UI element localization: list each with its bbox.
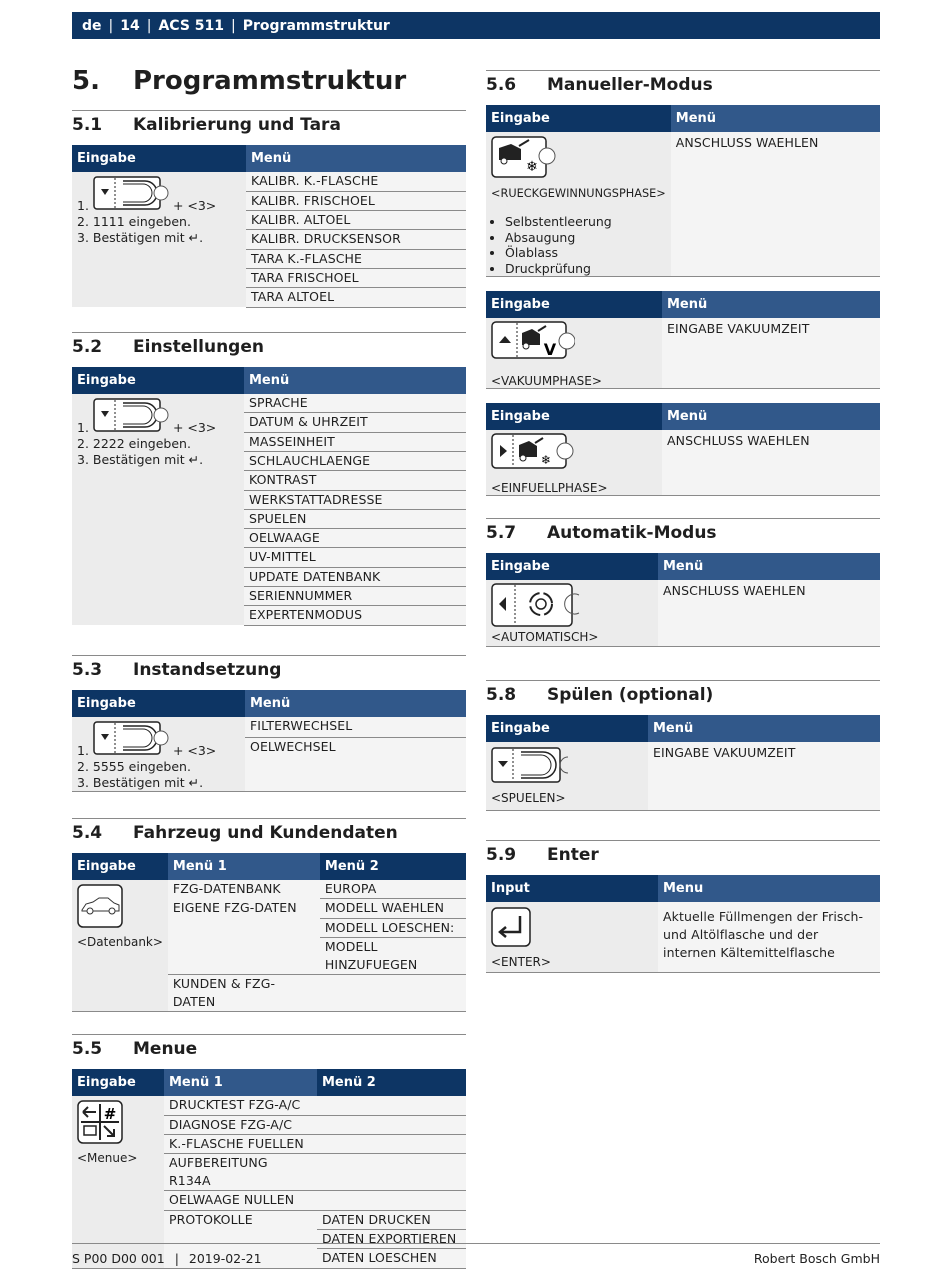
menu-header: Menü [244, 367, 466, 394]
menu-item[interactable]: TARA ALTOEL [246, 288, 466, 307]
input-header: Eingabe [486, 553, 658, 580]
section-heading: Kalibrierung und Tara [133, 115, 341, 135]
step-3 [77, 775, 240, 791]
menu1-item[interactable]: DRUCKTEST FZG-A/C [164, 1096, 317, 1115]
section-5-3 [72, 655, 466, 792]
list-item: • Absaugung [505, 230, 666, 246]
footer-company: Robert Bosch GmbH [753, 1251, 880, 1266]
input-caption: <ENTER> [491, 955, 551, 969]
step-2: 2. 5555 eingeben. [77, 758, 191, 774]
header-separator: | [108, 17, 114, 34]
vehicle-table [72, 853, 466, 1012]
menu-item[interactable]: TARA FRISCHOEL [246, 268, 466, 287]
menu-item[interactable]: EINGABE VAKUUMZEIT [662, 318, 880, 389]
vacuum-phase-table [486, 291, 880, 389]
menu-item[interactable]: SERIENNUMMER [244, 587, 466, 606]
car-key-icon [77, 880, 163, 931]
header-title: Programmstruktur [242, 17, 390, 34]
enter-arrow-icon: ↵. [188, 451, 204, 467]
footer-divider [72, 1243, 880, 1244]
step-2: 2. 1111 eingeben. [77, 214, 191, 229]
input-cell [486, 742, 648, 811]
menu2-item [317, 1135, 466, 1154]
section-heading: Automatik-Modus [547, 523, 717, 543]
menu-header: Menü [648, 715, 880, 742]
menu-item[interactable]: KALIBR. FRISCHOEL [246, 191, 466, 210]
calibration-table [72, 145, 466, 308]
input-instructions [72, 717, 245, 792]
chapter-number: 5. [72, 66, 100, 96]
footer-left [72, 1251, 262, 1266]
menu2-item [317, 1154, 466, 1191]
menu1-header: Menü 1 [168, 853, 320, 880]
menu-description: Aktuelle Füllmengen der Frisch- und Altölflasche und der internen Kältemittelflasche [658, 902, 880, 972]
automatic-key-icon [491, 580, 653, 630]
menu-item[interactable]: TARA K.-FLASCHE [246, 249, 466, 268]
header-lang: de [82, 17, 102, 34]
menu-header: Menu [658, 875, 880, 902]
input-cell [72, 880, 168, 1012]
input-header: Eingabe [72, 690, 245, 717]
header-separator: | [231, 17, 236, 34]
list-item: • Ölablass [505, 245, 666, 261]
menu-item[interactable]: FILTERWECHSEL [245, 717, 466, 737]
header-page: 14 [120, 17, 140, 34]
section-title [486, 681, 880, 715]
hose-down-key-icon [93, 398, 169, 436]
menu1-header: Menü 1 [164, 1069, 317, 1096]
menu2-item [320, 975, 466, 1012]
menu-item[interactable]: UV-MITTEL [244, 548, 466, 567]
step-1: 1. [77, 419, 89, 435]
step-1: 1. [77, 742, 89, 758]
section-5-2 [72, 332, 466, 626]
input-header: Eingabe [486, 291, 662, 318]
input-header: Eingabe [486, 105, 671, 132]
section-5-9 [486, 840, 880, 973]
step-1: 1. [77, 198, 89, 213]
input-cell [486, 902, 658, 972]
menu-item[interactable]: EINGABE VAKUUMZEIT [648, 742, 880, 811]
section-title [72, 819, 466, 853]
menu-item[interactable]: MASSEINHEIT [244, 432, 466, 451]
settings-table [72, 367, 466, 626]
input-caption: <RUECKGEWINNUNGSPHASE> [491, 187, 666, 200]
menu-header: Menü [658, 553, 880, 580]
section-5-5 [72, 1034, 466, 1269]
header-separator: | [146, 17, 152, 34]
input-cell [486, 430, 662, 496]
enter-key-icon [491, 902, 653, 950]
menu2-item[interactable]: EUROPA [320, 880, 466, 899]
menu-header: Menü [671, 105, 880, 132]
section-title [486, 519, 880, 553]
svg-text:#: # [103, 1105, 117, 1124]
automatic-mode-table [486, 553, 880, 647]
step-3 [77, 452, 239, 468]
menue-table [72, 1069, 466, 1269]
menu-header: Menü [246, 145, 466, 172]
recovery-phase-table [486, 105, 880, 277]
recovery-steps-list [491, 214, 666, 276]
fill-phase-table [486, 403, 880, 496]
input-caption: <Datenbank> [77, 934, 163, 949]
menu-item[interactable]: ANSCHLUSS WAEHLEN [662, 430, 880, 496]
enter-arrow-icon: ↵. [188, 774, 204, 790]
menu1-item[interactable]: KUNDEN & FZG-DATEN [168, 975, 320, 1012]
input-header: Input [486, 875, 658, 902]
svg-text:V: V [543, 340, 557, 359]
recovery-key-icon [491, 132, 666, 183]
input-caption: <SPUELEN> [491, 790, 566, 805]
menu1-item[interactable]: OELWAAGE NULLEN [164, 1191, 317, 1210]
section-number: 5.4 [72, 822, 103, 843]
menu-item[interactable]: KALIBR. K.-FLASCHE [246, 172, 466, 191]
section-title [72, 111, 466, 145]
menu-item[interactable]: SPUELEN [244, 509, 466, 528]
section-heading: Enter [547, 845, 599, 865]
list-item: • Druckprüfung [505, 261, 666, 277]
menu-header: Menü [662, 291, 880, 318]
menu-item[interactable]: OELWECHSEL [245, 737, 466, 791]
section-number: 5.8 [486, 684, 517, 705]
menu1-item[interactable]: FZG-DATENBANK [168, 880, 320, 899]
section-title [72, 656, 466, 690]
input-header: Eingabe [72, 145, 246, 172]
input-instructions [72, 394, 244, 626]
section-heading: Fahrzeug und Kundendaten [133, 822, 398, 843]
menu2-item[interactable]: DATEN EXPORTIEREN [317, 1230, 466, 1249]
input-caption: <EINFUELLPHASE> [491, 481, 608, 495]
menu1-item[interactable]: AUFBEREITUNG R134A [164, 1154, 317, 1191]
section-number: 5.1 [72, 115, 103, 135]
menu2-item[interactable]: MODELL LOESCHEN: [320, 918, 466, 937]
menu2-item [317, 1191, 466, 1210]
vacuum-key-icon [491, 318, 657, 364]
menu2-item[interactable]: MODELL WAEHLEN [320, 899, 466, 918]
input-caption: <AUTOMATISCH> [491, 630, 599, 644]
menu-header: Menü [662, 403, 880, 430]
page-header [72, 12, 880, 39]
menu1-item[interactable]: K.-FLASCHE FUELLEN [164, 1135, 317, 1154]
plus-key-3: + <3> [172, 742, 217, 758]
section-number: 5.9 [486, 845, 517, 865]
menu2-item [317, 1115, 466, 1134]
input-cell [486, 132, 671, 277]
section-number: 5.2 [72, 336, 103, 357]
menu-item[interactable]: KONTRAST [244, 471, 466, 490]
maintenance-table [72, 690, 466, 792]
menu1-item[interactable]: DIAGNOSE FZG-A/C [164, 1115, 317, 1134]
svg-text:❄: ❄ [540, 453, 552, 467]
input-header: Eingabe [72, 853, 168, 880]
section-heading: Manueller-Modus [547, 75, 713, 95]
menu2-item [317, 1096, 466, 1115]
section-number: 5.5 [72, 1039, 103, 1060]
enter-table [486, 875, 880, 973]
menu-item[interactable]: SPRACHE [244, 394, 466, 413]
menu2-header: Menü 2 [320, 853, 466, 880]
flush-table [486, 715, 880, 812]
footer-separator: | [174, 1251, 179, 1266]
hose-down-key-icon [491, 742, 643, 788]
menu2-item[interactable]: DATEN DRUCKEN [317, 1210, 466, 1229]
menu-item[interactable]: ANSCHLUSS WAEHLEN [658, 580, 880, 646]
input-instructions [72, 172, 246, 307]
section-heading: Instandsetzung [133, 659, 282, 680]
menu-item[interactable]: SCHLAUCHLAENGE [244, 451, 466, 470]
fill-key-icon [491, 430, 657, 474]
menu2-item[interactable]: MODELL HINZUFUEGEN [320, 938, 466, 975]
left-column [72, 66, 466, 1269]
menu1-item[interactable]: PROTOKOLLE [164, 1210, 317, 1268]
menu2-header: Menü 2 [317, 1069, 466, 1096]
plus-key-3: + <3> [172, 198, 217, 213]
section-heading: Menue [133, 1039, 198, 1060]
footer-date: 2019-02-21 [188, 1251, 262, 1266]
section-title [486, 841, 880, 875]
list-item: • Selbstentleerung [505, 214, 666, 230]
menu-item[interactable]: OELWAAGE [244, 529, 466, 548]
step-3-text: 3. Bestätigen mit [77, 230, 185, 245]
input-caption: <Menue> [77, 1151, 138, 1166]
menu2-item[interactable]: DATEN LOESCHEN [317, 1249, 466, 1268]
menu-item[interactable]: EXPERTENMODUS [244, 606, 466, 625]
step-2: 2. 2222 eingeben. [77, 435, 191, 451]
step-3 [77, 230, 241, 246]
section-5-7 [486, 518, 880, 647]
section-5-1 [72, 110, 466, 308]
input-header: Eingabe [72, 1069, 164, 1096]
section-title [72, 333, 466, 367]
right-column [486, 70, 880, 973]
menu-header: Menü [245, 690, 466, 717]
menu-item[interactable]: KALIBR. ALTOEL [246, 211, 466, 230]
input-header: Eingabe [486, 715, 648, 742]
menu-item[interactable]: KALIBR. DRUCKSENSOR [246, 230, 466, 249]
svg-text:❄: ❄ [526, 159, 538, 175]
chapter-heading: Programmstruktur [133, 66, 407, 96]
hose-down-key-icon [93, 176, 169, 214]
section-title [72, 1035, 466, 1069]
menu-key-icon [77, 1096, 159, 1147]
step-3-text: 3. Bestätigen mit [77, 774, 185, 790]
section-5-6 [486, 70, 880, 496]
menu-item[interactable]: DATUM & UHRZEIT [244, 413, 466, 432]
menu1-item[interactable]: EIGENE FZG-DATEN [168, 899, 320, 975]
section-heading: Einstellungen [133, 336, 264, 357]
section-heading: Spülen (optional) [547, 684, 714, 705]
section-title [486, 71, 880, 105]
section-5-8 [486, 680, 880, 812]
header-product: ACS 511 [158, 17, 225, 34]
plus-key-3: + <3> [172, 419, 217, 435]
menu-item[interactable]: ANSCHLUSS WAEHLEN [671, 132, 880, 277]
hose-down-key-icon [93, 721, 169, 759]
input-caption: <VAKUUMPHASE> [491, 374, 602, 388]
input-cell [486, 318, 662, 389]
input-header: Eingabe [486, 403, 662, 430]
input-header: Eingabe [72, 367, 244, 394]
enter-arrow-icon: ↵. [188, 230, 204, 245]
menu-item[interactable]: WERKSTATTADRESSE [244, 490, 466, 509]
footer-doc-number: S P00 D00 001 [72, 1251, 165, 1266]
chapter-title [72, 66, 466, 110]
section-number: 5.7 [486, 523, 517, 543]
step-3-text: 3. Bestätigen mit [77, 451, 185, 467]
section-number: 5.6 [486, 75, 517, 95]
section-number: 5.3 [72, 659, 103, 680]
menu-item[interactable]: UPDATE DATENBANK [244, 567, 466, 586]
section-5-4 [72, 818, 466, 1012]
input-cell [486, 580, 658, 646]
